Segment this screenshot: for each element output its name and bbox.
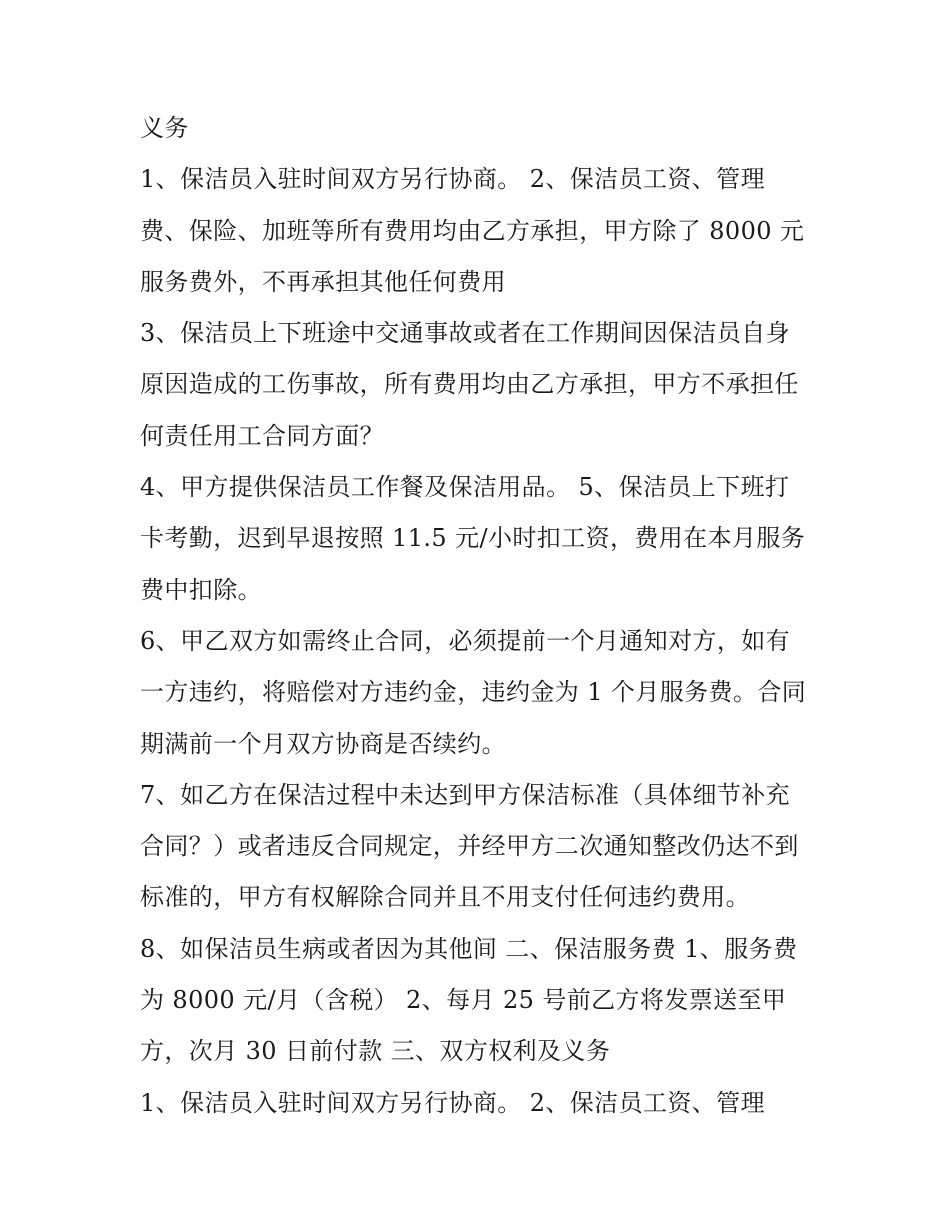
text-line: 原因造成的工伤事故，所有费用均由乙方承担，甲方不承担任 xyxy=(140,370,799,399)
text-line: 费中扣除。 xyxy=(140,575,262,604)
text-line: 1、保洁员入驻时间双方另行协商。 2、保洁员工资、管理 xyxy=(140,165,765,194)
text-line: 6、甲乙双方如需终止合同，必须提前一个月通知对方，如有 xyxy=(140,626,791,655)
text-line: 费、保险、加班等所有费用均由乙方承担，甲方除了 8000 元 xyxy=(140,216,805,245)
text-line: 服务费外，不再承担其他任何费用 xyxy=(140,267,506,296)
text-line: 一方违约，将赔偿对方违约金，违约金为 1 个月服务费。合同 xyxy=(140,678,807,707)
document-body xyxy=(140,103,820,1129)
text-line: 3、保洁员上下班途中交通事故或者在工作期间因保洁员自身 xyxy=(140,319,791,348)
text-line: 4、甲方提供保洁员工作餐及保洁用品。 5、保洁员上下班打 xyxy=(140,473,790,502)
text-line: 何责任用工合同方面？ xyxy=(140,421,384,450)
text-line: 7、如乙方在保洁过程中未达到甲方保洁标准（具体细节补充 xyxy=(140,780,791,809)
text-line: 合同？）或者违反合同规定，并经甲方二次通知整改仍达不到 xyxy=(140,832,799,861)
text-line: 方，次月 30 日前付款 三、双方权利及义务 xyxy=(140,1037,611,1066)
text-line: 卡考勤，迟到早退按照 11.5 元/小时扣工资，费用在本月服务 xyxy=(140,524,806,553)
text-line: 义务 xyxy=(140,114,189,142)
text-line: 8、如保洁员生病或者因为其他间 二、保洁服务费 1、服务费 xyxy=(140,934,798,963)
text-line: 为 8000 元/月（含税） 2、每月 25 号前乙方将发票送至甲 xyxy=(140,986,787,1015)
text-line: 标准的，甲方有权解除合同并且不用支付任何违约费用。 xyxy=(140,883,750,912)
text-line: 1、保洁员入驻时间双方另行协商。 2、保洁员工资、管理 xyxy=(140,1088,765,1117)
text-line: 期满前一个月双方协商是否续约。 xyxy=(140,729,506,758)
